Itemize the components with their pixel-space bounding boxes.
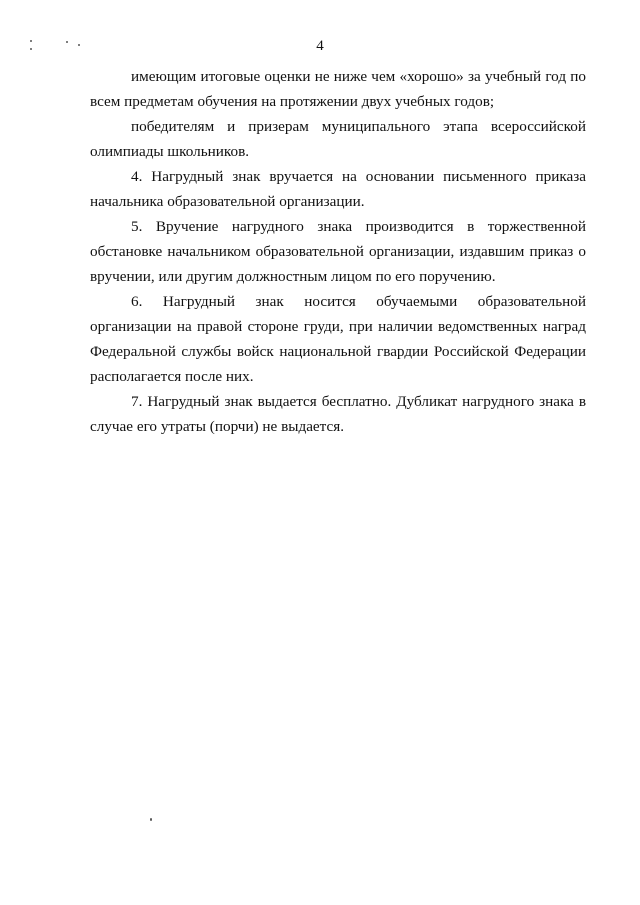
paragraph: имеющим итоговые оценки не ниже чем «хорошо» за учебный год по всем предметам обучения на протяжении двух учебных годов;	[90, 68, 586, 110]
document-body	[90, 64, 586, 439]
page-number: 4	[316, 38, 324, 54]
paragraph: 6. Нагрудный знак носится обучаемыми образовательной организации на правой стороне груди, при наличии ведомственных наград Федеральной службы войск национальной гвардии Российской Федерации располагается после них.	[90, 293, 586, 385]
paragraph: 7. Нагрудный знак выдается бесплатно. Дубликат нагрудного знака в случае его утраты (порчи) не выдается.	[90, 393, 586, 435]
paragraph: 5. Вручение нагрудного знака производится в торжественной обстановке начальником образовательной организации, издавшим приказ о вручении, или другим должностным лицом по его поручению.	[90, 218, 586, 285]
scan-speck	[150, 818, 152, 821]
paragraph: 4. Нагрудный знак вручается на основании письменного приказа начальника образовательной организации.	[90, 168, 586, 210]
paragraph: победителям и призерам муниципального этапа всероссийской олимпиады школьников.	[90, 118, 586, 160]
